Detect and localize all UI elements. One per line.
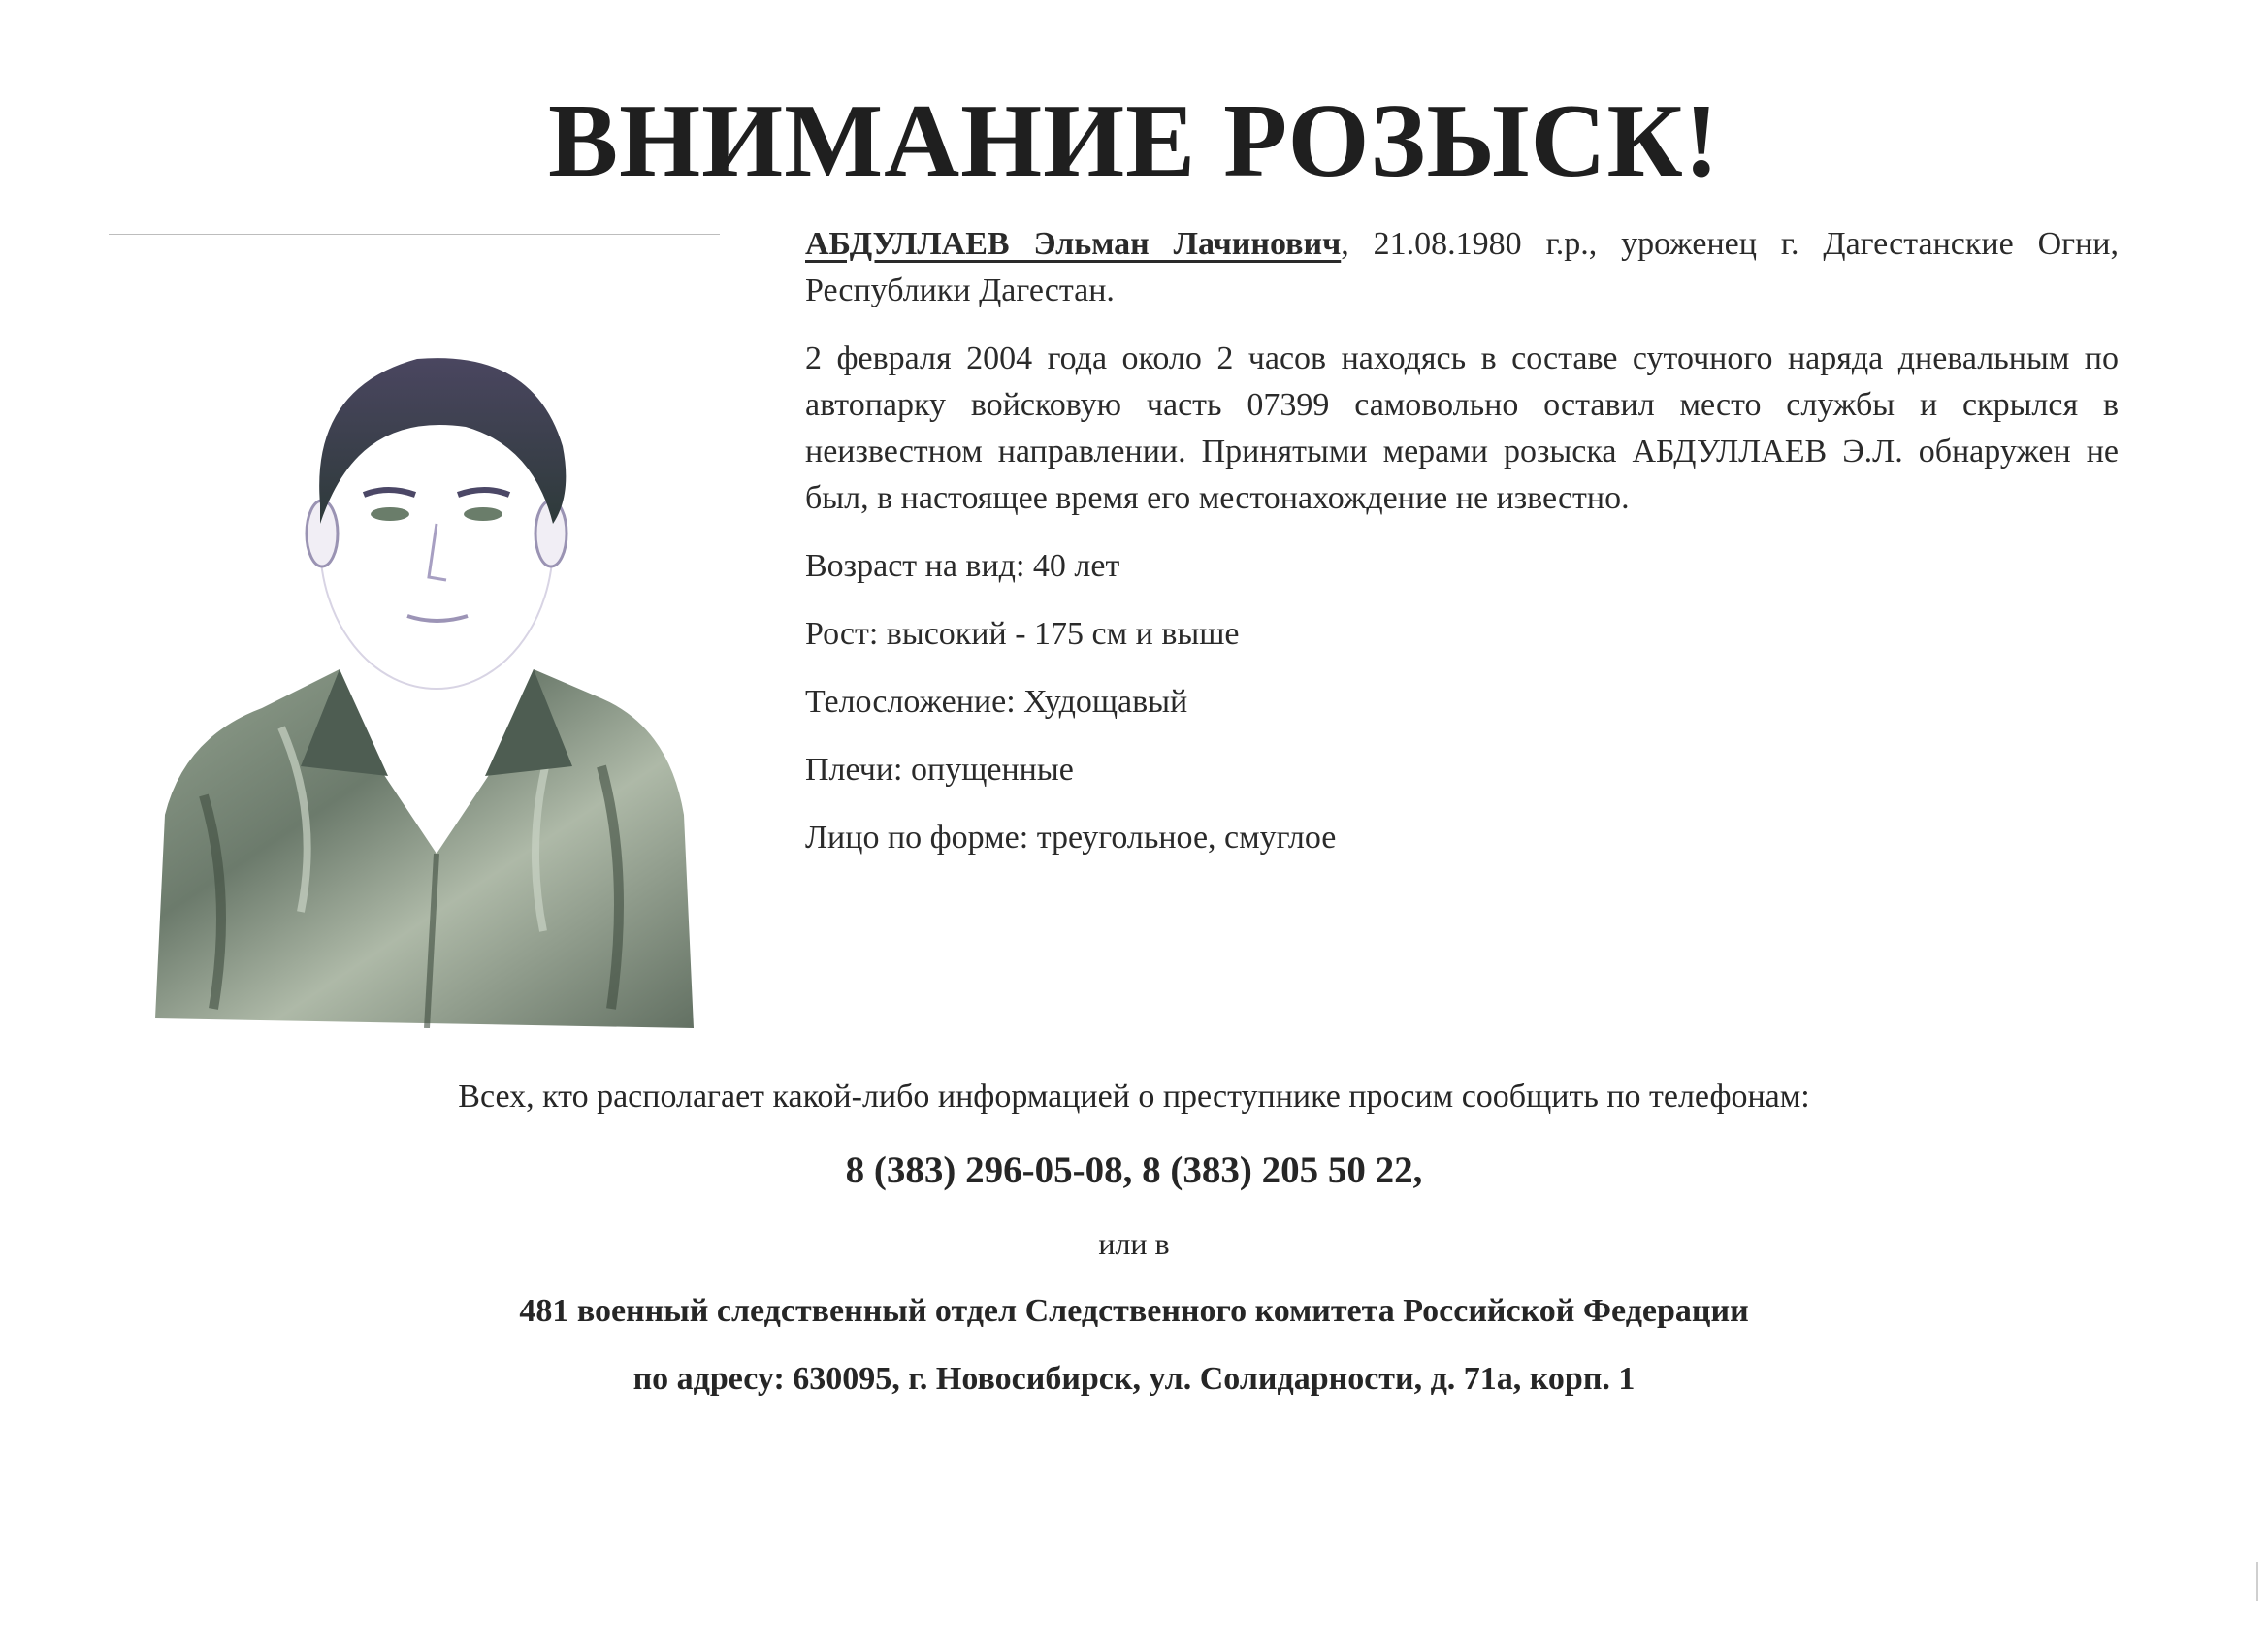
- scan-edge-mark: [2256, 1562, 2258, 1600]
- trait-height: Рост: высокий - 175 см и выше: [805, 616, 1240, 652]
- incident-description: 2 февраля 2004 года около 2 часов находясь в составе суточного наряда дневальным по автопарку войсковую часть 07399 самовольно оставил место службы и скрылся в неизвестном направлении. Принятыми мерами розыска АБДУЛЛАЕВ Э.Л. обнаружен не был, в настоящее время его местонахождение не известно.: [805, 340, 2119, 516]
- person-portrait-photo: [146, 310, 708, 1028]
- person-description: [805, 221, 2119, 883]
- trait-age: Возраст на вид: 40 лет: [805, 548, 1120, 584]
- identity-line: [805, 221, 2119, 314]
- divider-line: [109, 234, 720, 235]
- trait-face: Лицо по форме: треугольное, смуглое: [805, 820, 1337, 856]
- or-connector: или в: [1098, 1226, 1170, 1261]
- birth-info: , 21.08.1980 г.р., уроженец г. Дагестанские Огни, Республики Дагестан.: [805, 226, 2119, 308]
- page-title: ВНИМАНИЕ РОЗЫСК!: [548, 83, 1720, 199]
- department-name: 481 военный следственный отдел Следственного комитета Российской Федерации: [519, 1293, 1749, 1329]
- trait-shoulders: Плечи: опущенные: [805, 752, 1074, 788]
- trait-build: Телосложение: Худощавый: [805, 684, 1188, 720]
- info-request-text: Всех, кто располагает какой-либо информацией о преступнике просим сообщить по телефонам:: [458, 1079, 1810, 1115]
- department-address: по адресу: 630095, г. Новосибирск, ул. Солидарности, д. 71а, корп. 1: [632, 1361, 1636, 1397]
- person-name: АБДУЛЛАЕВ Эльман Лачинович: [805, 226, 1342, 262]
- phone-numbers: 8 (383) 296-05-08, 8 (383) 205 50 22,: [845, 1149, 1423, 1191]
